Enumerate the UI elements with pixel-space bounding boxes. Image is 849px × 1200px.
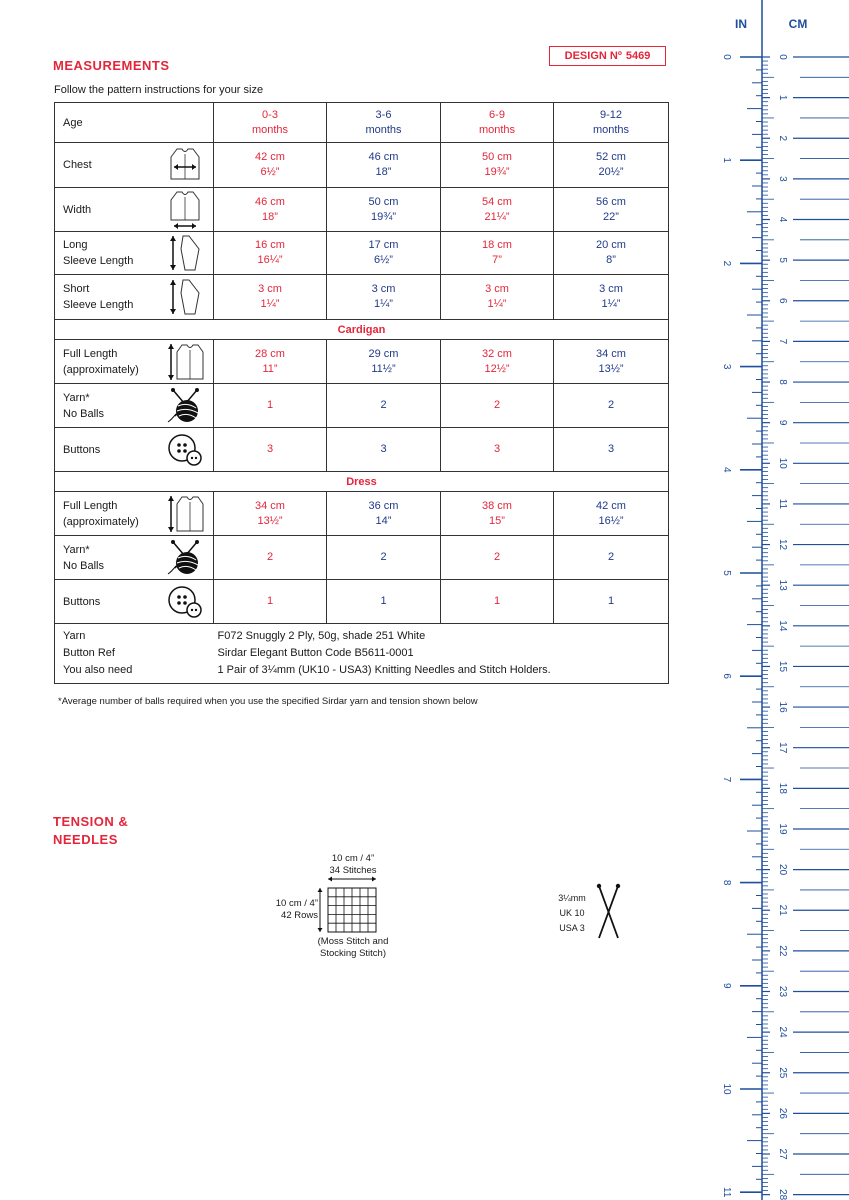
dress-length-in: 13½” (257, 514, 283, 527)
short-sleeve-cm: 3 cm (371, 283, 396, 295)
width-cm: 56 cm (596, 195, 626, 208)
cardigan-buttons-label: Buttons (63, 443, 101, 456)
short-sleeve-in: 1¼” (374, 298, 393, 310)
chest-cm: 52 cm (596, 151, 626, 163)
cardigan-length-cm: 34 cm (596, 347, 626, 360)
dress-length-in: 15” (489, 514, 505, 527)
materials-labels: Yarn Button Ref You also need (55, 624, 214, 684)
long-sleeve-icon (165, 233, 205, 273)
measurements-table (54, 102, 669, 684)
cm-number: 3 (777, 176, 788, 182)
cardigan-buttons-count: 3 (441, 428, 554, 472)
long-sleeve-cm: 20 cm (596, 239, 626, 251)
cm-number: 16 (777, 701, 788, 713)
cm-number: 5 (777, 257, 788, 263)
cm-number: 28 (777, 1189, 788, 1200)
cardigan-length-cm: 29 cm (368, 347, 399, 360)
cardigan-section-title: Cardigan (55, 320, 669, 340)
tension-height-label: 10 cm / 4” 42 Rows (275, 898, 318, 921)
design-number-box (549, 46, 666, 66)
cardigan-length-in: 11” (262, 362, 278, 375)
cardigan-length-in: 13½” (598, 362, 624, 375)
width-in: 21¼” (484, 210, 510, 223)
cardigan-length-cm: 28 cm (255, 347, 285, 360)
cm-number: 4 (777, 216, 788, 223)
long-sleeve-row (55, 232, 669, 275)
short-sleeve-cm: 3 cm (599, 283, 623, 295)
chest-in: 18” (375, 166, 392, 178)
long-sleeve-label: Long Sleeve Length (63, 239, 134, 267)
cm-number: 14 (777, 620, 788, 632)
inch-number: 2 (721, 260, 732, 267)
dress-yarn-balls: 2 (441, 536, 554, 580)
cm-number: 25 (777, 1067, 788, 1079)
dress-length-cm: 36 cm (368, 499, 399, 512)
long-sleeve-in: 16¼” (257, 254, 283, 266)
button-icon (165, 430, 205, 470)
footnote: *Average number of balls required when you use the specified Sirdar yarn and tension shown below (58, 696, 478, 707)
short-sleeve-in: 1¼” (260, 298, 280, 310)
cardigan-yarn-balls: 1 (214, 384, 327, 428)
chest-in: 19¾” (484, 166, 510, 178)
ruler (700, 0, 849, 1200)
short-sleeve-cm: 3 cm (258, 283, 282, 295)
cardigan-yarn-row (55, 384, 669, 428)
design-label: DESIGN Nº (564, 50, 622, 62)
dress-full-length-label: Full Length (approximately) (63, 499, 139, 528)
button-ref-value: Sirdar Elegant Button Code B5611-0001 (217, 647, 414, 659)
dress-full-length-row (55, 492, 669, 536)
dress-buttons-count: 1 (554, 580, 669, 624)
inch-number: 4 (721, 467, 732, 473)
full-length-icon (165, 342, 205, 382)
dress-length-cm: 34 cm (255, 499, 285, 512)
dress-length-in: 14” (375, 514, 392, 527)
dress-yarn-balls: 2 (554, 536, 669, 580)
yarn-value: F072 Snuggly 2 Ply, 50g, shade 251 White (217, 630, 426, 642)
width-in: 22” (603, 210, 619, 223)
inch-number: 1 (721, 157, 732, 163)
chest-in: 20½” (598, 166, 624, 178)
width-in: 18” (262, 210, 278, 223)
dress-length-in: 16½” (598, 514, 624, 527)
inch-number: 3 (721, 363, 732, 370)
short-sleeve-label: Short Sleeve Length (63, 283, 134, 311)
yarn-ball-icon (165, 386, 205, 426)
size-header: 6-9 months (441, 103, 554, 143)
needle-size-label: 3¼mm UK 10 USA 3 (558, 893, 586, 933)
dress-length-cm: 38 cm (482, 499, 512, 512)
long-sleeve-cm: 18 cm (482, 239, 512, 251)
knitting-needles-icon (594, 882, 624, 942)
tension-swatch-icon (316, 876, 396, 938)
age-label: Age (55, 103, 214, 143)
cardigan-buttons-count: 3 (214, 428, 327, 472)
stitch-note: (Moss Stitch and Stocking Stitch) (317, 936, 389, 959)
dress-yarn-balls: 2 (327, 536, 441, 580)
chest-cm: 42 cm (255, 151, 285, 163)
dress-buttons-label: Buttons (63, 595, 101, 608)
age-row (55, 103, 669, 143)
cardigan-length-in: 12½” (484, 362, 510, 375)
chest-garment-icon (165, 145, 205, 185)
intro-text: Follow the pattern instructions for your size (54, 84, 264, 96)
cm-number: 2 (777, 135, 788, 142)
cm-number: 6 (777, 297, 788, 304)
chest-cm: 50 cm (482, 151, 512, 163)
chest-cm: 46 cm (368, 151, 399, 163)
cm-number: 20 (777, 864, 788, 876)
cm-number: 11 (777, 498, 788, 510)
cm-number: 19 (777, 823, 788, 835)
inch-label: IN (735, 17, 747, 31)
inch-number: 6 (721, 673, 732, 679)
cm-number: 12 (777, 538, 788, 551)
width-cm: 54 cm (482, 195, 512, 208)
full-length-icon (165, 494, 205, 534)
design-number: 5469 (625, 50, 651, 62)
inch-number: 0 (721, 54, 732, 60)
cm-number: 26 (777, 1107, 788, 1119)
dress-section-title: Dress (55, 472, 669, 492)
dress-section-row (55, 472, 669, 492)
cm-number: 10 (777, 457, 788, 469)
dress-buttons-count: 1 (214, 580, 327, 624)
also-need-value: 1 Pair of 3¼mm (UK10 - USA3) Knitting Needles and Stitch Holders. (217, 664, 551, 676)
dress-yarn-row (55, 536, 669, 580)
inch-number: 5 (721, 570, 732, 576)
dress-buttons-row (55, 580, 669, 624)
measurements-heading: MEASUREMENTS (53, 58, 170, 73)
short-sleeve-icon (165, 277, 205, 317)
long-sleeve-cm: 16 cm (255, 239, 285, 251)
tension-width-label: 10 cm / 4” 34 Stitches (329, 853, 377, 876)
cardigan-full-length-label: Full Length (approximately) (63, 347, 139, 376)
dress-yarn-label: Yarn* No Balls (63, 543, 104, 572)
width-in: 19¾” (370, 210, 397, 223)
cm-number: 18 (777, 782, 788, 794)
materials-row (55, 624, 669, 684)
long-sleeve-in: 8” (606, 254, 616, 266)
cm-number: 17 (777, 742, 788, 754)
materials-values (214, 624, 669, 684)
yarn-ball-icon (165, 538, 205, 578)
cardigan-buttons-row (55, 428, 669, 472)
cm-number: 9 (777, 419, 788, 426)
button-icon (165, 582, 205, 622)
short-sleeve-row (55, 275, 669, 320)
width-label: Width (63, 203, 92, 216)
width-cm: 50 cm (368, 195, 399, 208)
short-sleeve-cm: 3 cm (485, 283, 509, 295)
size-header: 0-3 months (214, 103, 327, 143)
cm-number: 24 (777, 1026, 788, 1038)
cm-number: 23 (777, 985, 788, 998)
inch-number: 9 (721, 983, 732, 989)
cm-number: 1 (777, 94, 788, 101)
cm-number: 0 (777, 54, 788, 60)
cardigan-yarn-balls: 2 (554, 384, 669, 428)
cm-number: 21 (777, 904, 788, 916)
width-row (55, 188, 669, 232)
cm-number: 8 (777, 379, 788, 385)
cm-number: 27 (777, 1148, 788, 1160)
dress-buttons-count: 1 (327, 580, 441, 624)
cardigan-yarn-balls: 2 (441, 384, 554, 428)
short-sleeve-in: 1¼” (601, 298, 621, 310)
inch-number: 10 (721, 1083, 732, 1095)
inch-number: 8 (721, 879, 732, 886)
cardigan-length-cm: 32 cm (482, 347, 512, 360)
tension-heading: TENSION & NEEDLES (53, 814, 129, 847)
chest-label: Chest (63, 159, 92, 171)
size-header: 9-12 months (554, 103, 669, 143)
dress-yarn-balls: 2 (214, 536, 327, 580)
cm-label: CM (788, 17, 808, 31)
cardigan-buttons-count: 3 (327, 428, 441, 472)
dress-length-cm: 42 cm (596, 499, 626, 512)
cardigan-length-in: 11½” (371, 362, 396, 375)
inch-number: 7 (721, 776, 732, 783)
cardigan-yarn-balls: 2 (327, 384, 441, 428)
cardigan-full-length-row (55, 340, 669, 384)
chest-in: 6½” (260, 166, 280, 178)
cm-number: 22 (777, 945, 788, 957)
long-sleeve-in: 6½” (374, 254, 393, 266)
width-cm: 46 cm (255, 195, 285, 208)
size-header: 3-6 months (327, 103, 441, 143)
width-garment-icon (165, 190, 205, 230)
cm-number: 15 (777, 660, 788, 673)
cm-number: 13 (777, 579, 788, 591)
cardigan-yarn-label: Yarn* No Balls (63, 391, 104, 420)
dress-buttons-count: 1 (441, 580, 554, 624)
cardigan-buttons-count: 3 (554, 428, 669, 472)
cm-number: 7 (777, 338, 788, 345)
inch-number: 11 (721, 1187, 732, 1198)
short-sleeve-in: 1¼” (487, 298, 507, 310)
long-sleeve-in: 7” (492, 254, 502, 266)
cardigan-section-row (55, 320, 669, 340)
chest-row (55, 143, 669, 188)
long-sleeve-cm: 17 cm (368, 239, 399, 251)
